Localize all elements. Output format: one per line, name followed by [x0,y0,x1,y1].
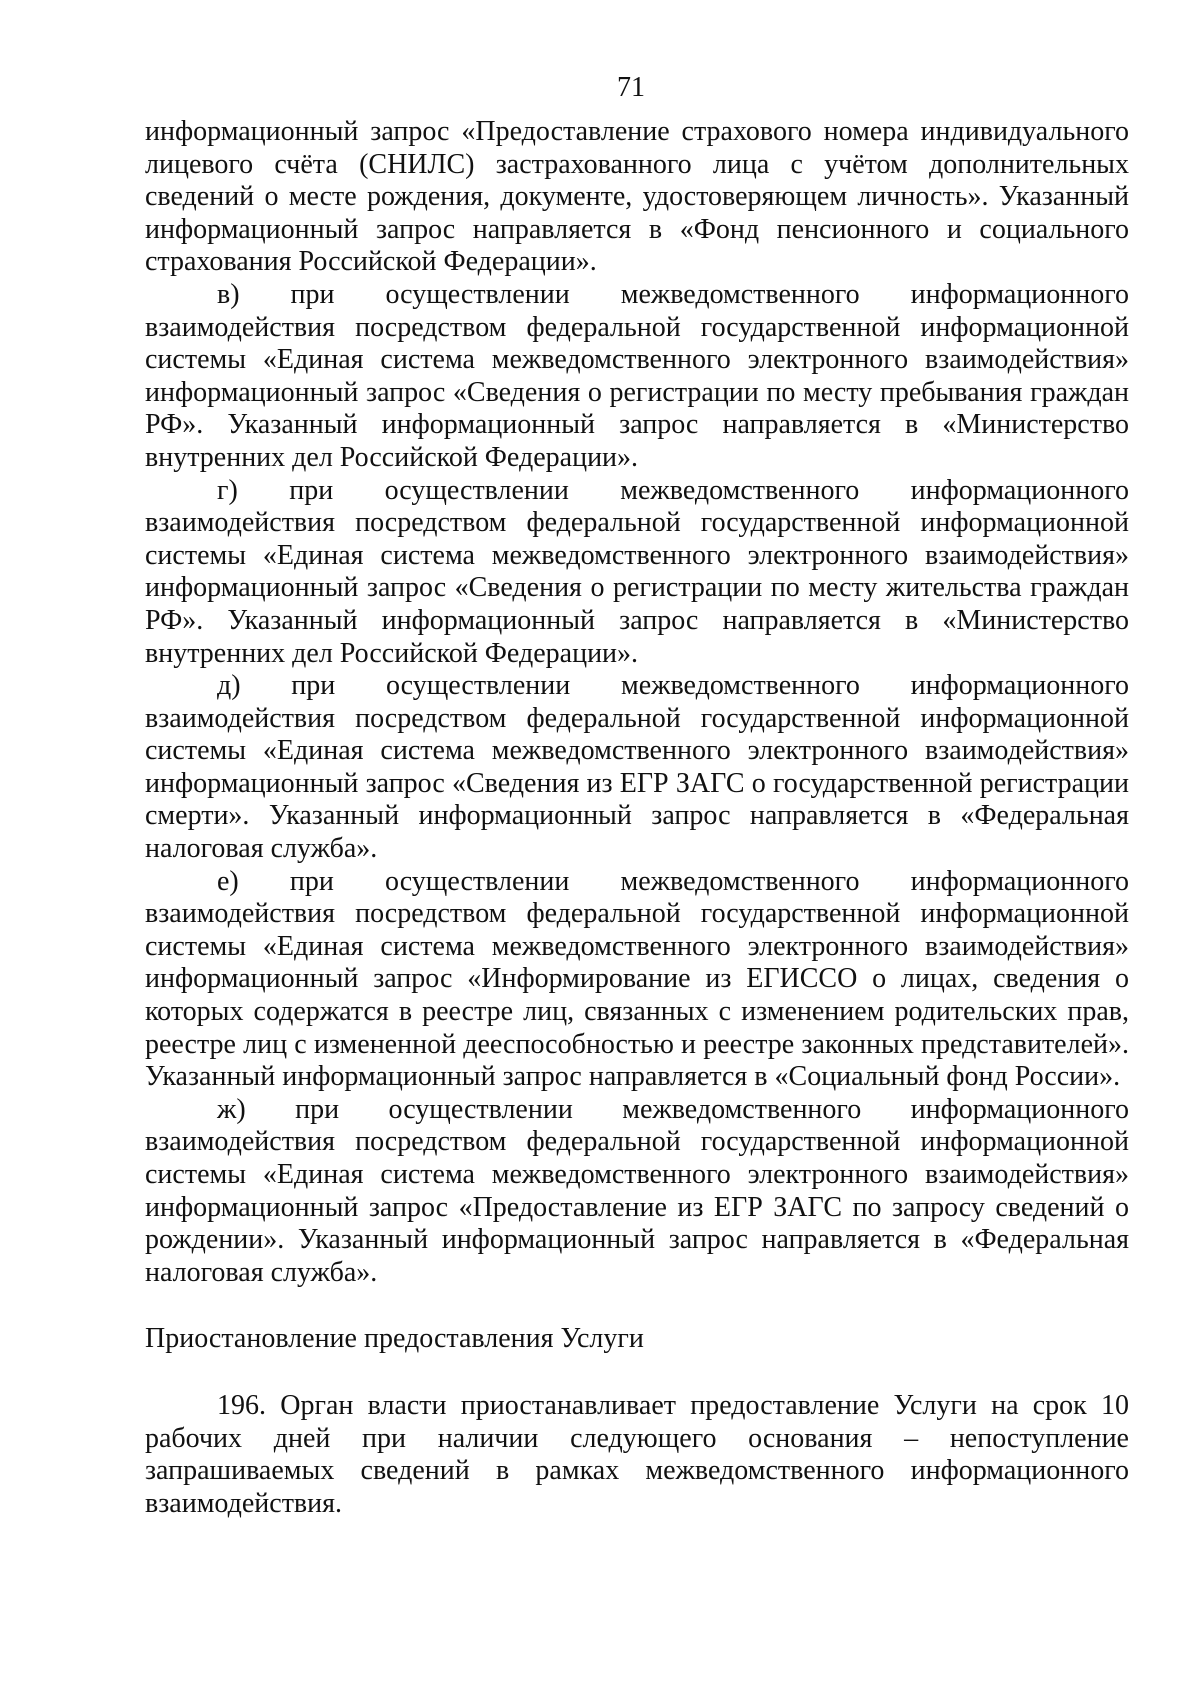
page-number: 71 [617,72,645,103]
paragraph-item-zh: ж) при осуществлении межведомственного информационного взаимодействия посредством федеральной государственной информационной системы «Единая система межведомственного электронного взаимодействия» информационный запрос «Предоставление из ЕГР ЗАГС по запросу сведений о рождении». Указанный информационный запрос направляется в «Федеральная налоговая служба». [145,1093,1129,1288]
paragraph-196: 196. Орган власти приостанавливает предоставление Услуги на срок 10 рабочих дней при наличии следующего основания – непоступление запрашиваемых сведений в рамках межведомственного информационного взаимодействия. [145,1389,1129,1519]
paragraph-item-g: г) при осуществлении межведомственного информационного взаимодействия посредством федеральной государственной информационной системы «Единая система межведомственного электронного взаимодействия» информационный запрос «Сведения о регистрации по месту жительства граждан РФ». Указанный информационный запрос направляется в «Министерство внутренних дел Российской Федерации». [145,474,1129,669]
section-heading: Приостановление предоставления Услуги [145,1323,644,1355]
paragraph-item-v: в) при осуществлении межведомственного информационного взаимодействия посредством федеральной государственной информационной системы «Единая система межведомственного электронного взаимодействия» информационный запрос «Сведения о регистрации по месту пребывания граждан РФ». Указанный информационный запрос направляется в «Министерство внутренних дел Российской Федерации». [145,278,1129,473]
document-body [145,116,1129,1520]
paragraph-item-e: е) при осуществлении межведомственного информационного взаимодействия посредством федеральной государственной информационной системы «Единая система межведомственного электронного взаимодействия» информационный запрос «Информирование из ЕГИССО о лицах, сведения о которых содержатся в реестре лиц, связанных с изменением родительских прав, реестре лиц с измененной дееспособностью и реестре законных представителей». Указанный информационный запрос направляется в «Социальный фонд России». [145,865,1129,1093]
paragraph-item-d: д) при осуществлении межведомственного информационного взаимодействия посредством федеральной государственной информационной системы «Единая система межведомственного электронного взаимодействия» информационный запрос «Сведения из ЕГР ЗАГС о государственной регистрации смерти». Указанный информационный запрос направляется в «Федеральная налоговая служба». [145,670,1129,865]
paragraph-continuation: информационный запрос «Предоставление страхового номера индивидуального лицевого счёта (СНИЛС) застрахованного лица с учётом дополнительных сведений о месте рождения, документе, удостоверяющем личность». Указанный информационный запрос направляется в «Фонд пенсионного и социального страхования Российской Федерации». [145,116,1129,278]
